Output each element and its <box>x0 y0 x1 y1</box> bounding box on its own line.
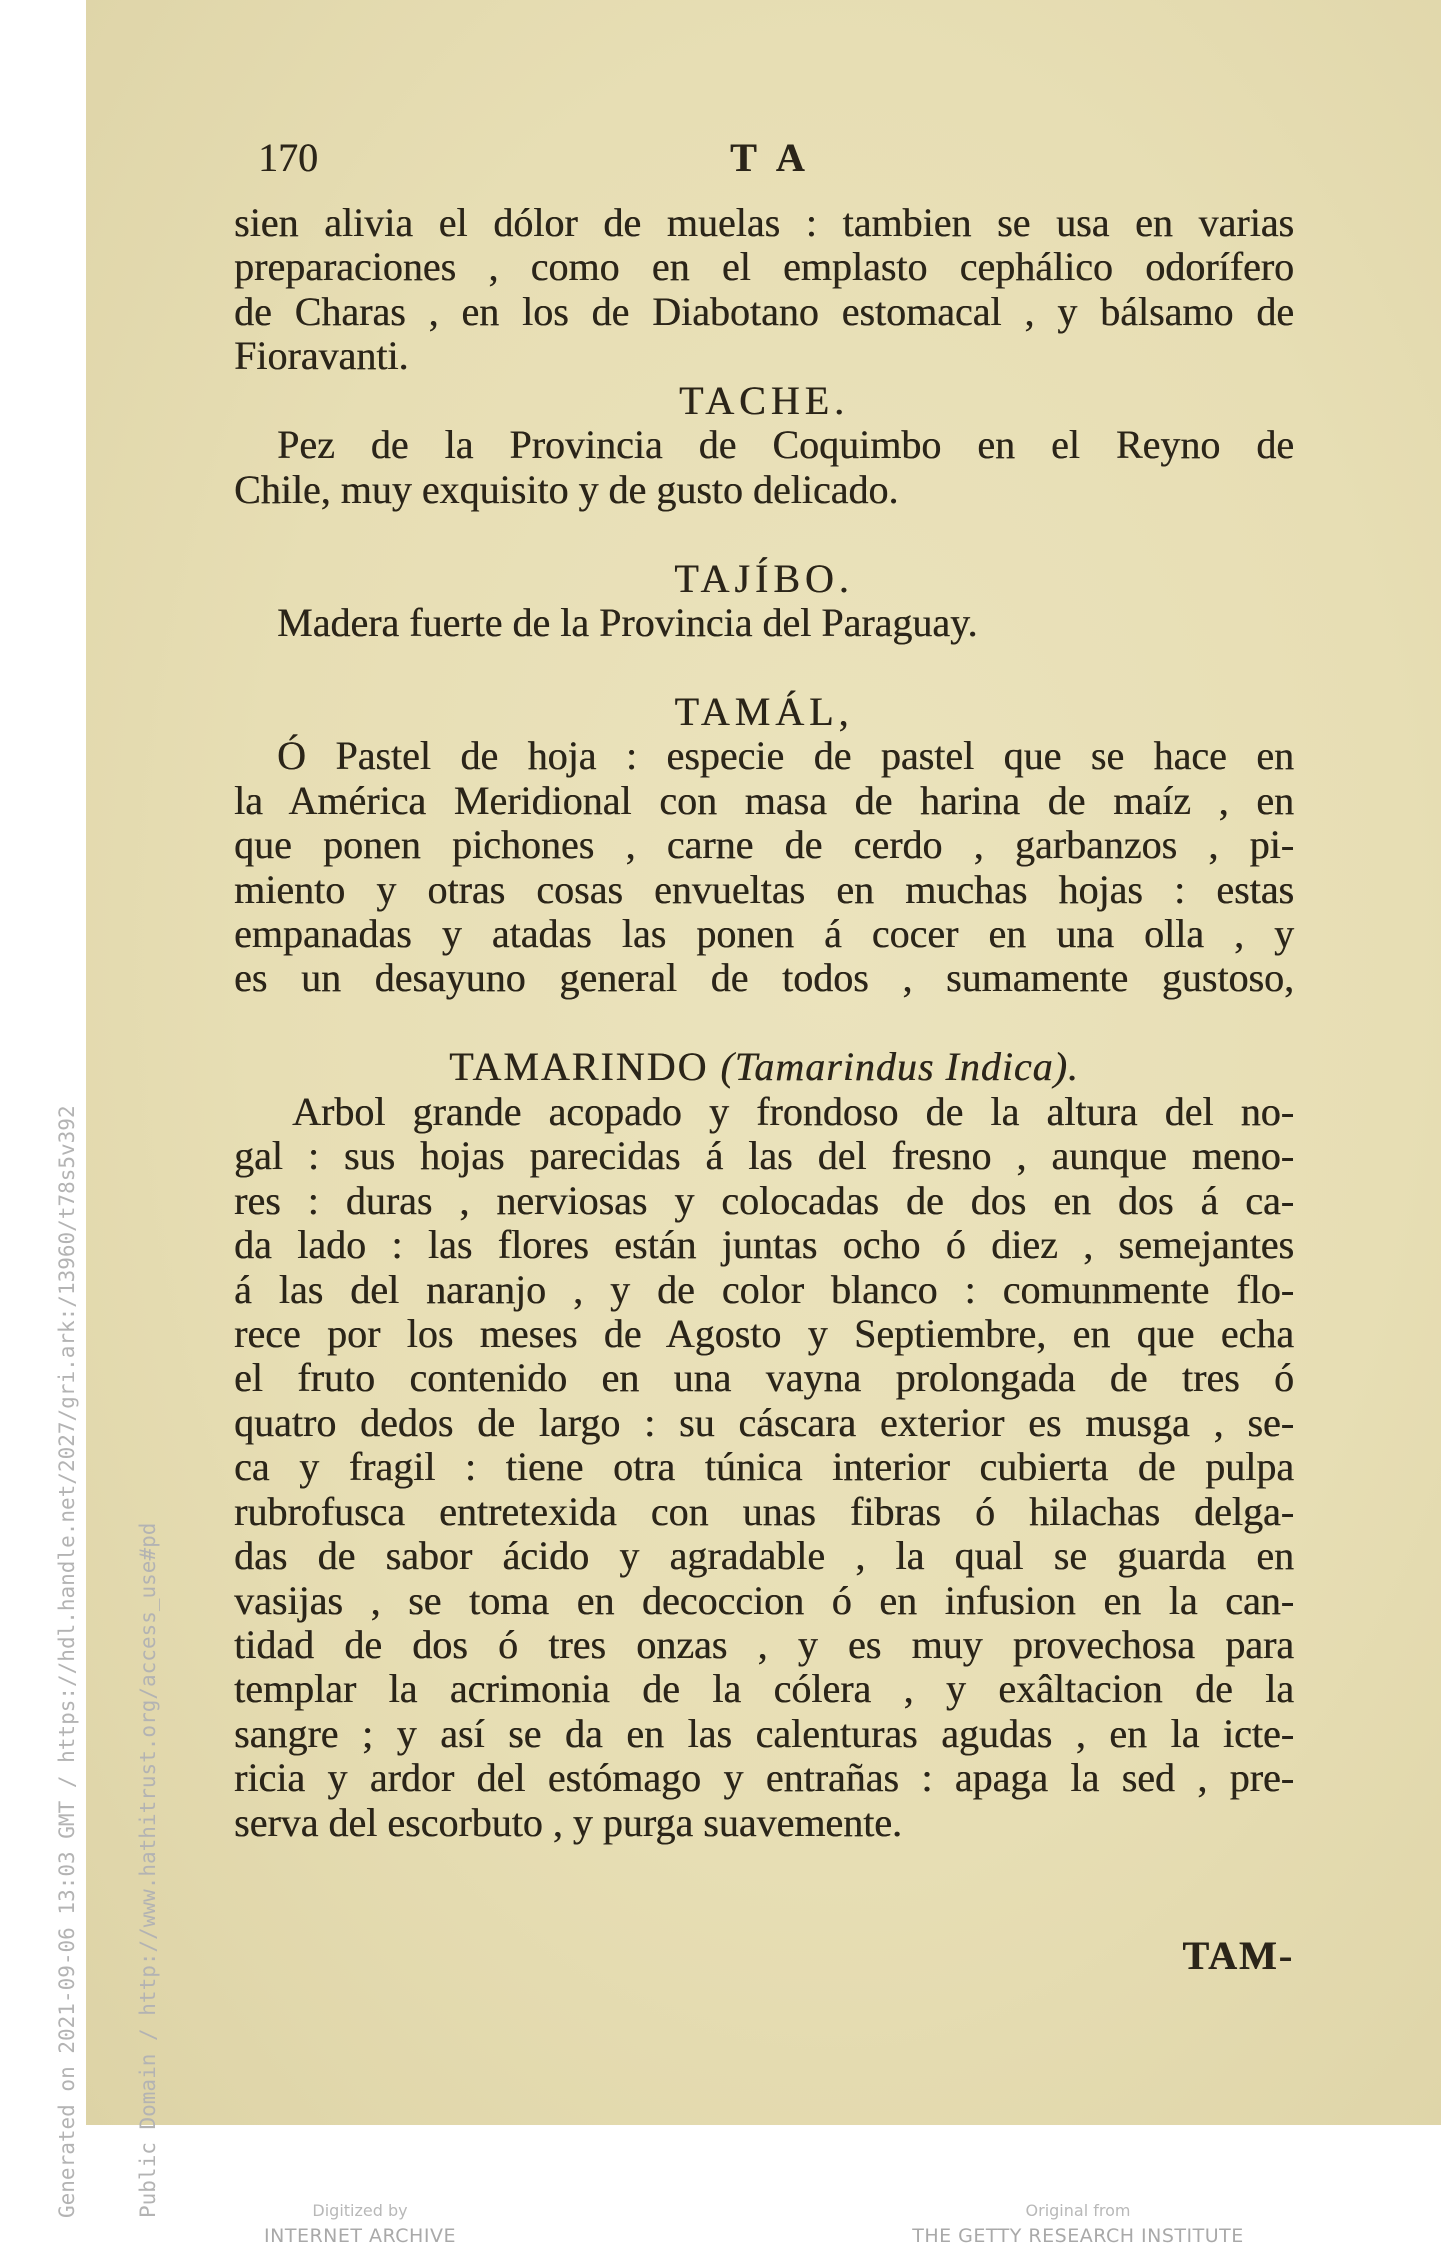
page-text-block <box>234 201 1294 1979</box>
text-line: rubrofusca entretexida con unas fibras ó hilachas delga- <box>234 1488 1294 1534</box>
hathitrust-generation-notice <box>0 1098 189 2218</box>
text-line: empanadas y atadas las ponen á cocer en una olla , y <box>234 911 1294 956</box>
text-line: Chile, muy exquisito y de gusto delicado. <box>234 466 899 512</box>
entry-headword: TACHE. <box>678 377 850 423</box>
text-line: Pez de la Provincia de Coquimbo en el Reyno de <box>277 422 1294 468</box>
running-head: T A <box>730 135 811 180</box>
blank-line <box>234 1001 1294 1045</box>
text-line: de Charas , en los de Diabotano estomacal , y bálsamo de <box>234 288 1294 334</box>
blank-line <box>234 1890 1294 1934</box>
text-line: vasijas , se toma en decoccion ó en infusion en la can- <box>234 1577 1294 1623</box>
generated-on-line: Generated on 2021-09-06 13:03 GMT / https://hdl.handle.net/2027/gri.ark:/13960/t78s5v392 <box>55 1105 79 2218</box>
entry-headword-with-latin-name <box>234 1045 1294 1089</box>
entry-headword: TAJÍBO. <box>674 555 854 601</box>
entry-headword: TAMÁL, <box>674 688 854 734</box>
text-line: quatro dedos de largo : su cáscara exterior es musga , se- <box>234 1399 1294 1445</box>
text-line: ca y fragil : tiene otra túnica interior cubierta de pulpa <box>234 1444 1294 1490</box>
text-line: das de sabor ácido y agradable , la qual se guarda en <box>234 1533 1294 1579</box>
internet-archive-label: INTERNET ARCHIVE <box>264 2225 456 2247</box>
blank-line <box>234 645 1294 689</box>
text-line: sangre ; y así se da en las calenturas agudas , en la icte- <box>234 1710 1294 1756</box>
text-line: la América Meridional con masa de harina de maíz , en <box>234 777 1294 823</box>
getty-research-institute-label: THE GETTY RESEARCH INSTITUTE <box>912 2225 1244 2247</box>
catchword: TAM- <box>1182 1933 1294 1979</box>
latin-name: (Tamarindus Indica). <box>720 1044 1079 1090</box>
digitized-by-caption: Digitized by <box>312 2201 408 2220</box>
text-line: serva del escorbuto , y purga suavemente. <box>234 1799 902 1845</box>
original-from-credit <box>828 2198 1328 2248</box>
text-line: res : duras , nerviosas y colocadas de dos en dos á ca- <box>234 1177 1294 1223</box>
text-line: miento y otras cosas envueltas en muchas hojas : estas <box>234 866 1294 912</box>
text-line: el fruto contenido en una vayna prolongada de tres ó <box>234 1355 1294 1401</box>
text-line: Arbol grande acopado y frondoso de la altura del no- <box>292 1088 1294 1134</box>
digitized-by-credit <box>160 2198 560 2248</box>
text-line: tidad de dos ó tres onzas , y es muy provechosa para <box>234 1622 1294 1667</box>
blank-line <box>234 512 1294 556</box>
original-from-caption: Original from <box>1025 2201 1131 2220</box>
text-line: que ponen pichones , carne de cerdo , garbanzos , pi- <box>234 822 1294 868</box>
text-line: da lado : las flores están juntas ocho ó diez , semejantes <box>234 1222 1294 1268</box>
text-line: es un desayuno general de todos , sumamente gustoso, <box>234 955 1294 1001</box>
text-line: Fioravanti. <box>234 333 409 379</box>
entry-headword: TAMARINDO <box>449 1044 709 1090</box>
text-line: templar la acrimonia de la cólera , y exâltacion de la <box>234 1666 1294 1712</box>
text-line: á las del naranjo , y de color blanco : comunmente flo- <box>234 1266 1294 1312</box>
text-line: preparaciones , como en el emplasto cephálico odorífero <box>234 244 1294 290</box>
blank-line <box>234 1845 1294 1889</box>
text-line: ricia y ardor del estómago y entrañas : apaga la sed , pre- <box>234 1755 1294 1801</box>
text-line: Madera fuerte de la Provincia del Paraguay. <box>277 599 978 645</box>
text-line: gal : sus hojas parecidas á las del fresno , aunque meno- <box>234 1133 1294 1179</box>
page-number: 170 <box>258 135 318 180</box>
public-domain-line: Public Domain / http://www.hathitrust.org/access_use#pd <box>136 1522 160 2218</box>
text-line: rece por los meses de Agosto y Septiembre, en que echa <box>234 1310 1294 1356</box>
text-line: sien alivia el dólor de muelas : tambien se usa en varias <box>234 200 1294 245</box>
text-line: Ó Pastel de hoja : especie de pastel que se hace en <box>277 733 1294 779</box>
